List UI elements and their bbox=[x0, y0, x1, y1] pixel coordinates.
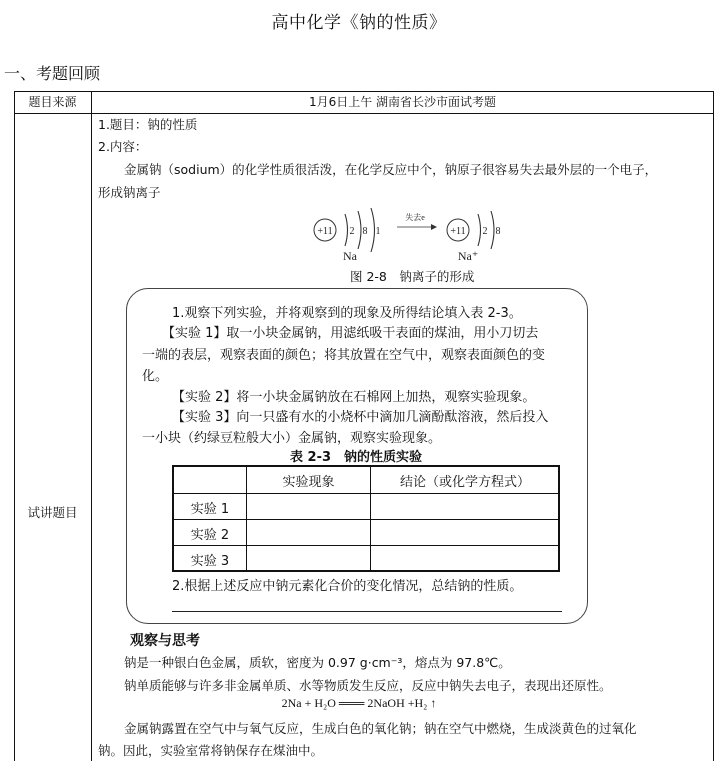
topic-line: 1.题目：钠的性质 bbox=[98, 117, 198, 132]
na-shell-1: 2 bbox=[349, 226, 355, 237]
inner-row-divider-2 bbox=[173, 519, 559, 520]
experiment-3-line-1: 【实验 3】向一只盛有水的小烧杯中滴加几滴酚酞溶液，然后投入 bbox=[172, 410, 549, 425]
table-row-divider bbox=[14, 113, 714, 114]
experiment-1-line-3: 化。 bbox=[142, 369, 169, 384]
activity-instruction: 1.观察下列实验，并将观察到的现象及所得结论填入表 2-3。 bbox=[172, 306, 522, 321]
content-label: 2.内容： bbox=[98, 139, 148, 154]
inner-row-divider-3 bbox=[173, 545, 559, 546]
inner-row-divider-1 bbox=[173, 493, 559, 494]
source-label: 题目来源 bbox=[28, 95, 77, 109]
ion-shell-2: 8 bbox=[495, 226, 501, 237]
figure-caption: 图 2-8 钠离子的形成 bbox=[350, 269, 475, 284]
na-nucleus-text: +11 bbox=[317, 226, 333, 237]
sodium-ion-formation-diagram bbox=[305, 206, 505, 268]
ion-label: Na⁺ bbox=[457, 249, 479, 263]
document-title: 高中化学《钠的性质》 bbox=[271, 13, 447, 33]
source-value: 1月6日上午 湖南省长沙市面试考题 bbox=[308, 95, 497, 109]
row-experiment-1: 实验 1 bbox=[190, 502, 230, 517]
intro-line-1: 金属钠（sodium）的化学性质很活泼，在化学反应中个，钠原子很容易失去最外层的一个电子， bbox=[124, 162, 658, 177]
experiment-1-line-1: 【实验 1】取一小块金属钠，用滤纸吸干表面的煤油，用小刀切去 bbox=[162, 326, 539, 341]
trial-topic-label: 试讲题目 bbox=[27, 505, 78, 520]
reaction-equation: 2Na + H₂O ═══ 2NaOH +H₂ ↑ bbox=[281, 696, 437, 710]
observe-line-3: 金属钠露置在空气中与氧气反应，生成白色的氧化钠；钠在空气中燃烧，生成淡黄色的过氧化 bbox=[124, 721, 637, 736]
answer-line bbox=[172, 611, 562, 612]
na-shell-2: 8 bbox=[362, 226, 368, 237]
intro-line-2: 形成钠离子 bbox=[98, 185, 161, 200]
question-2: 2.根据上述反应中钠元素化合价的变化情况，总结钠的性质。 bbox=[172, 579, 523, 594]
row-experiment-3: 实验 3 bbox=[190, 554, 230, 569]
arrow-icon bbox=[397, 224, 437, 230]
experiment-3-line-2: 一小块（约绿豆粒般大小）金属钠，观察实验现象。 bbox=[142, 431, 442, 446]
header-phenomenon: 实验现象 bbox=[282, 475, 335, 490]
ion-shell-1: 2 bbox=[482, 226, 488, 237]
observe-line-2: 钠单质能够与许多非金属单质、水等物质发生反应，反应中钠失去电子，表现出还原性。 bbox=[124, 678, 612, 693]
na-shell-3: 1 bbox=[375, 226, 381, 237]
observe-line-1: 钠是一种银白色金属，质软，密度为 0.97 g·cm⁻³，熔点为 97.8℃。 bbox=[124, 655, 511, 670]
table-border-left bbox=[14, 91, 15, 761]
table-caption: 表 2-3 钠的性质实验 bbox=[290, 450, 423, 465]
observe-line-4: 钠。因此，实验室常将钠保存在煤油中。 bbox=[98, 743, 324, 758]
table-border-right bbox=[713, 91, 714, 761]
header-conclusion: 结论（或化学方程式） bbox=[399, 475, 530, 490]
na-label: Na bbox=[343, 249, 357, 263]
experiment-1-line-2: 一端的表层，观察表面的颜色；将其放置在空气中，观察表面颜色的变 bbox=[142, 348, 546, 363]
experiment-2: 【实验 2】将一小块金属钠放在石棉网上加热，观察实验现象。 bbox=[172, 390, 536, 405]
table-column-divider bbox=[91, 91, 92, 761]
ion-nucleus-text: +11 bbox=[450, 226, 466, 237]
section-heading: 一、考题回顾 bbox=[4, 64, 101, 83]
arrow-label: 失去e bbox=[405, 213, 425, 222]
observe-title: 观察与思考 bbox=[130, 633, 200, 649]
row-experiment-2: 实验 2 bbox=[190, 528, 230, 543]
